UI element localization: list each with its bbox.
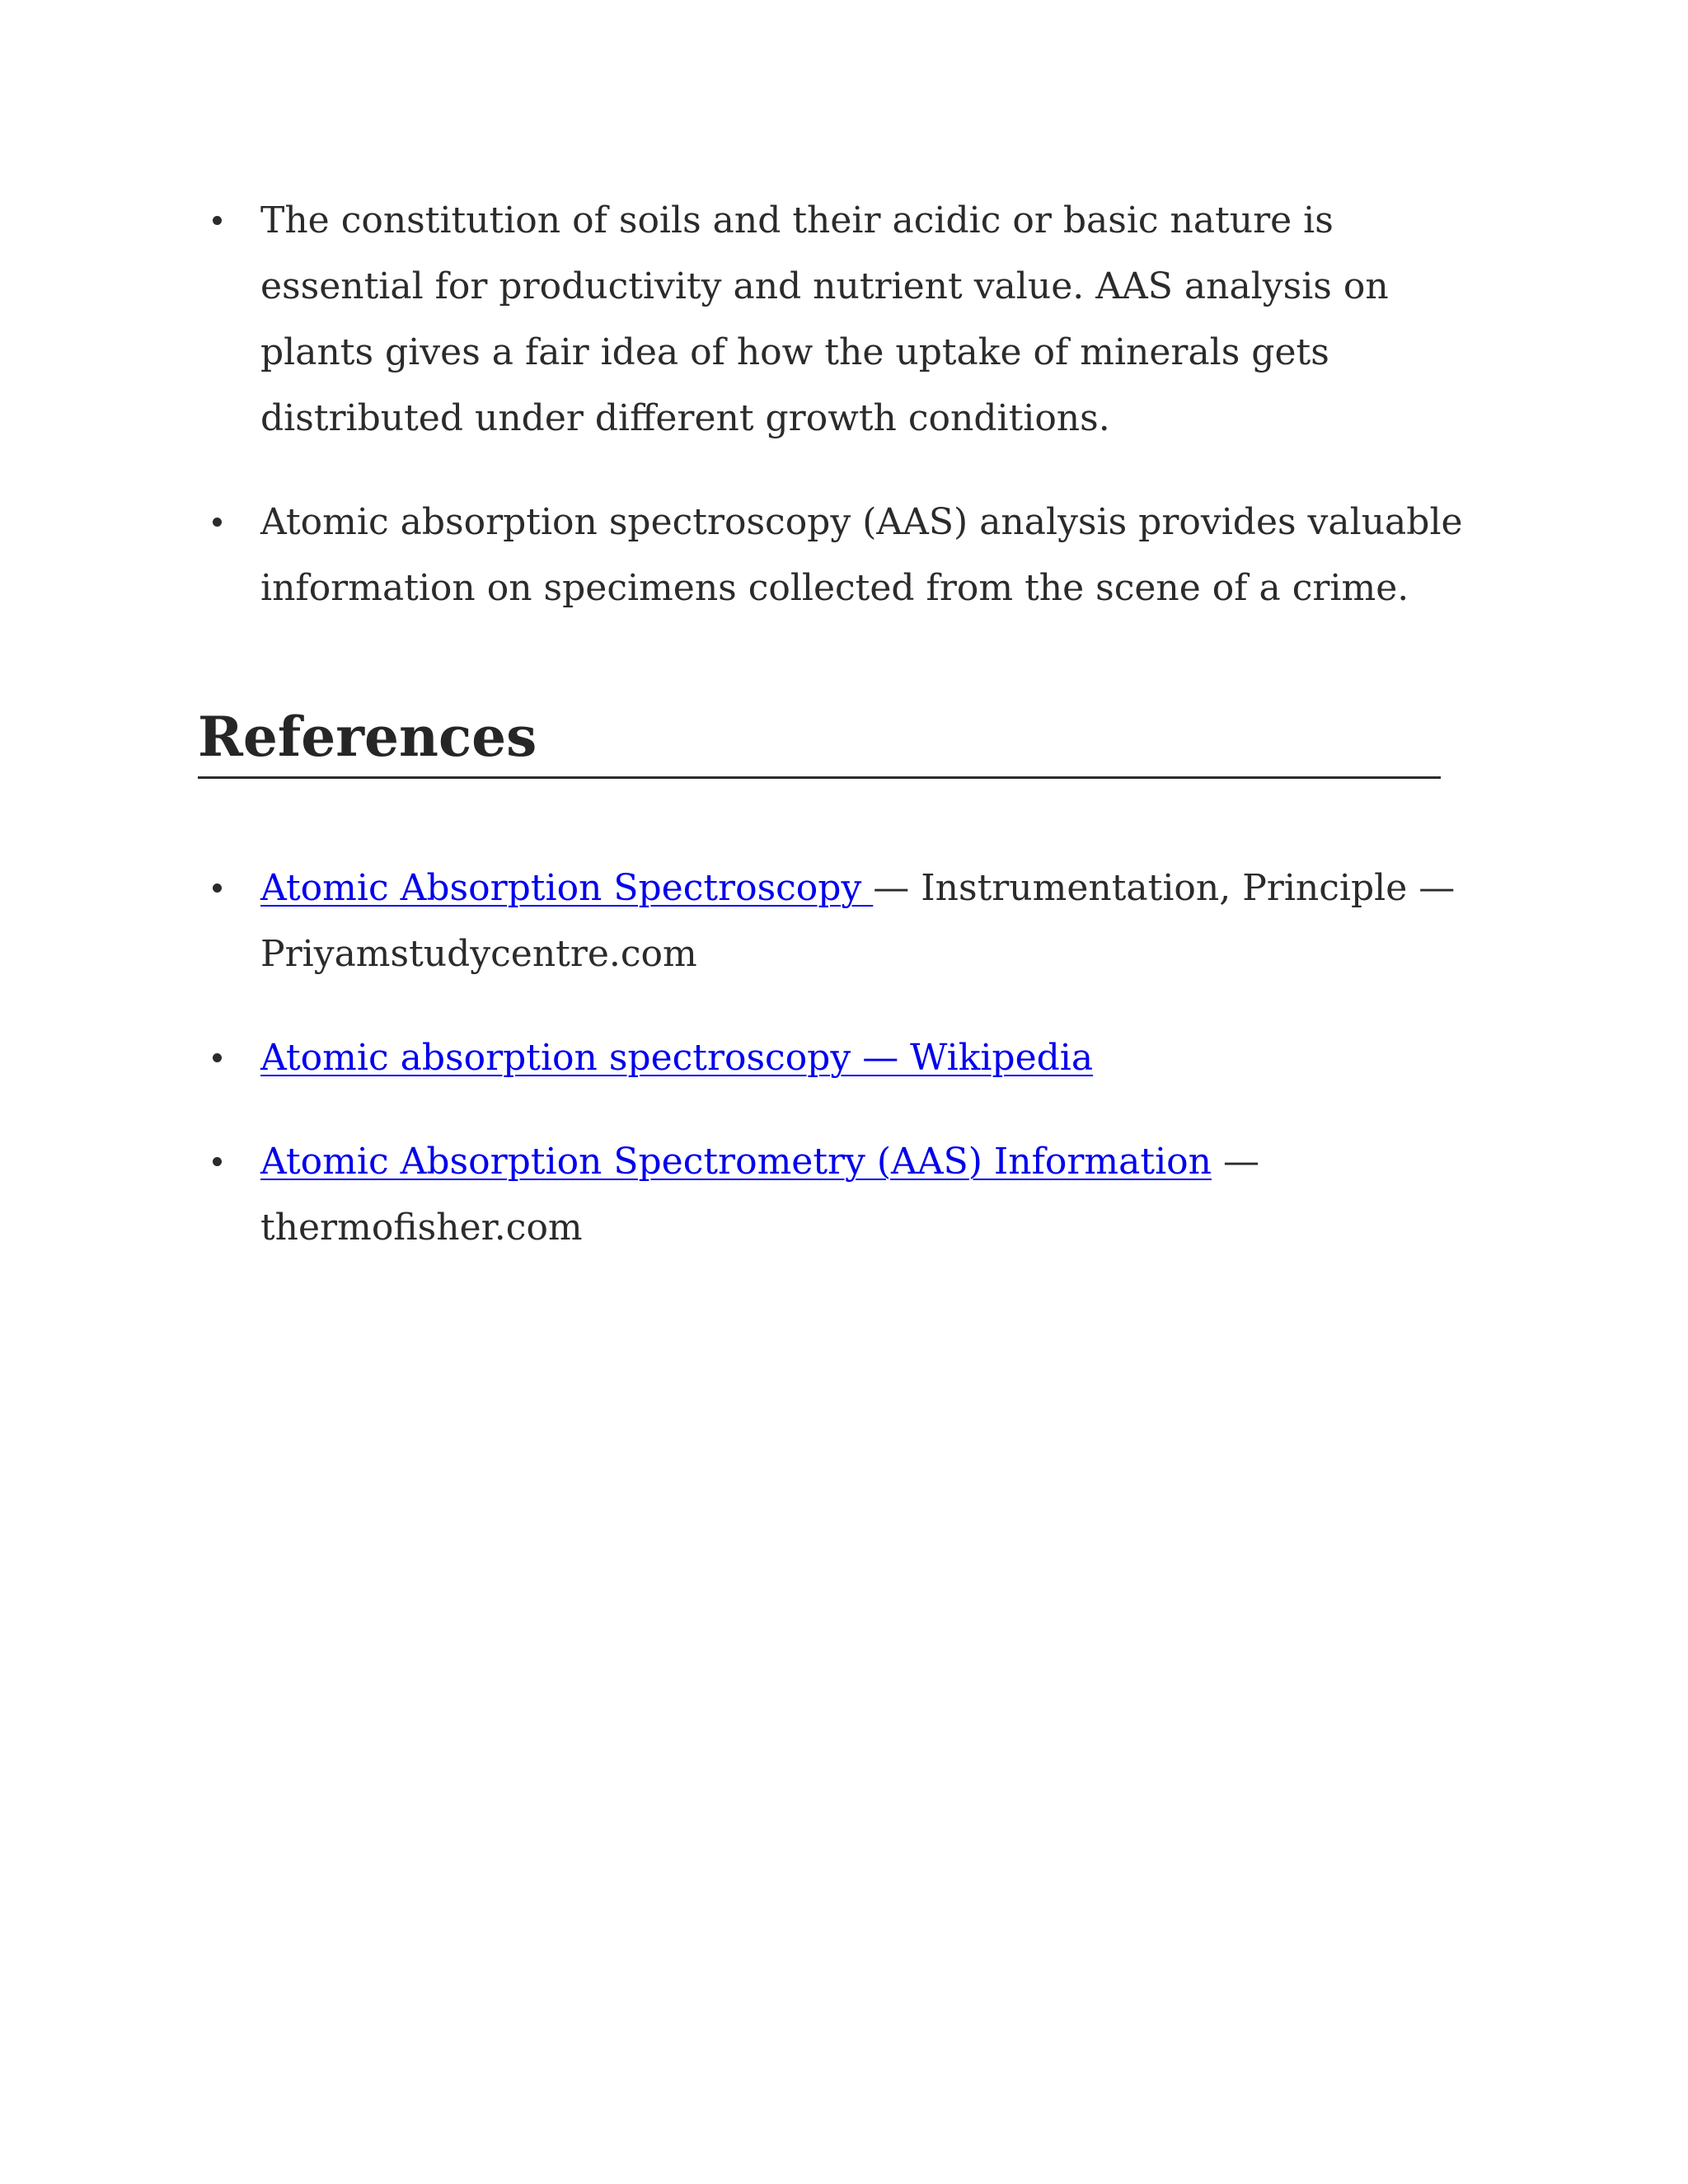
bullet-icon (213, 883, 222, 893)
reference-link-thermofisher[interactable]: Atomic Absorption Spectrometry (AAS) Information (260, 1141, 1212, 1183)
reference-source: — Instrumentation, Principle — Priyamstudycentre.com (260, 867, 1456, 975)
bullet-icon (213, 1053, 222, 1062)
list-item-text: The constitution of soils and their acidic or basic nature is essential for productivity and nutrient value. AAS analysis on plants gives a fair idea of how the uptake of minerals gets distributed under different growth conditions. (260, 199, 1389, 439)
reference-link-wikipedia[interactable]: Atomic absorption spectroscopy — Wikipedia (260, 1037, 1094, 1079)
reference-item (198, 1129, 1484, 1261)
list-item (198, 188, 1484, 452)
bullet-icon (213, 1157, 222, 1166)
references-list (198, 855, 1484, 1299)
references-heading: References (198, 697, 1441, 779)
reference-link-aas-priyamstudycentre[interactable]: Atomic Absorption Spectroscopy (260, 867, 874, 909)
reference-source: — thermofisher.com (260, 1141, 1259, 1249)
reference-item (198, 855, 1484, 987)
bullet-icon (213, 216, 222, 225)
reference-item (198, 1025, 1484, 1091)
bullet-icon (213, 518, 222, 527)
applications-list (198, 188, 1484, 659)
list-item-text: Atomic absorption spectroscopy (AAS) analysis provides valuable information on specimens collected from the scene of a crime. (260, 501, 1463, 609)
list-item (198, 490, 1484, 621)
